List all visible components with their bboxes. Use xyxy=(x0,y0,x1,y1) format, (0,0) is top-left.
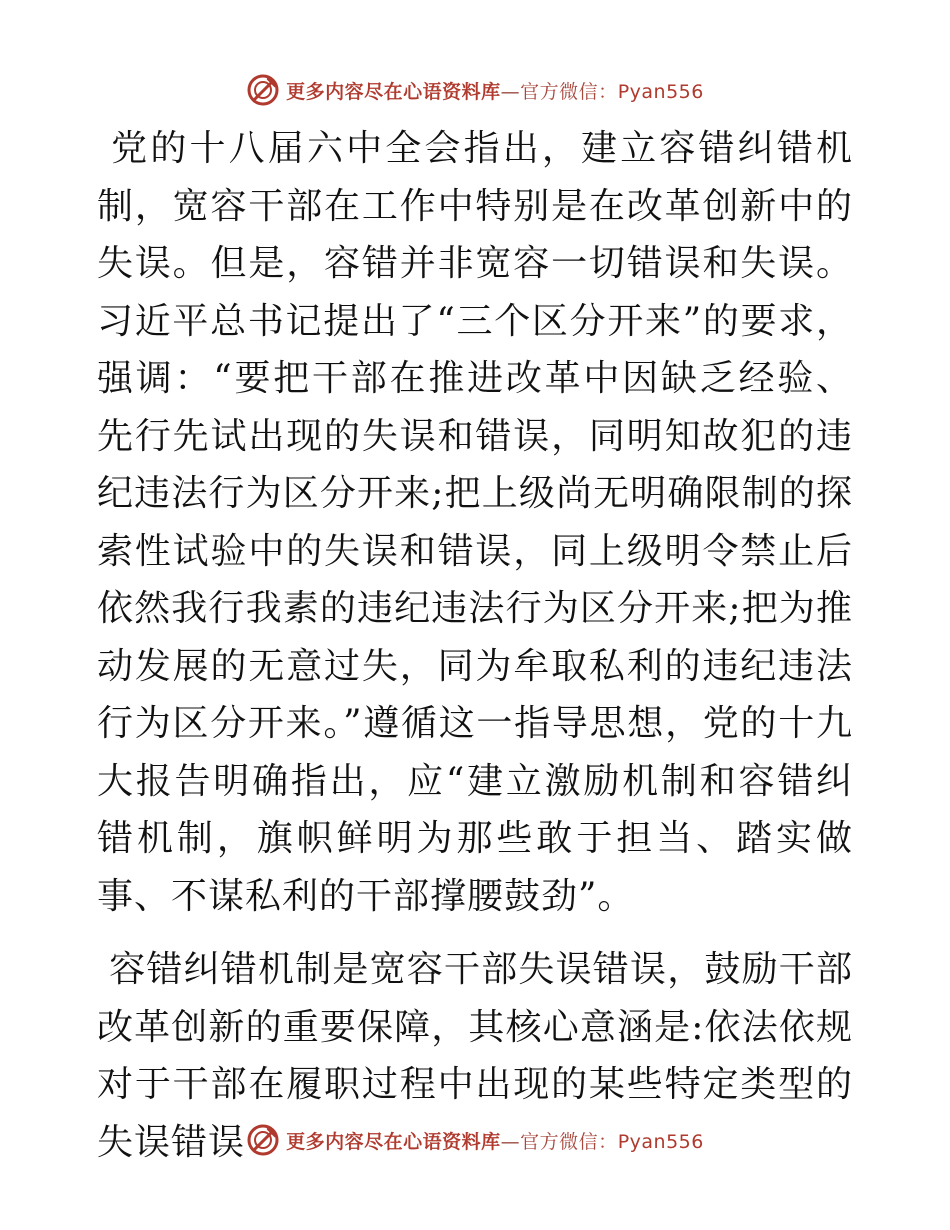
watermark-separator: — xyxy=(500,1130,521,1153)
watermark-wechat-label: 官方微信： xyxy=(520,80,618,103)
watermark-text xyxy=(286,77,704,104)
paragraph-1 xyxy=(97,120,853,925)
paragraph-2-text: 容错纠错机制是宽容干部失误错误，鼓励干部改革创新的重要保障，其核心意涵是:依法依规对于干部在履职过程中出现的某些特定类型的失误错误 xyxy=(97,949,853,1163)
watermark-text xyxy=(286,1127,704,1154)
watermark-wechat-id: Pyan556 xyxy=(617,80,704,103)
document-body xyxy=(97,120,853,1171)
watermark-separator: — xyxy=(500,80,521,103)
watermark-wechat-id: Pyan556 xyxy=(617,1130,704,1153)
watermark-brand: 更多内容尽在心语资料库 xyxy=(286,80,501,103)
watermark-brand: 更多内容尽在心语资料库 xyxy=(286,1130,501,1153)
seal-logo-icon xyxy=(246,73,280,107)
header-watermark xyxy=(0,70,950,110)
seal-logo-icon xyxy=(246,1123,280,1157)
paragraph-1-text: 党的十八届六中全会指出，建立容错纠错机制，宽容干部在工作中特别是在改革创新中的失误。但是，容错并非宽容一切错误和失误。习近平总书记提出了“三个区分开来”的要求，强调：“要把干部在推进改革中因缺乏经验、先行先试出现的失误和错误，同明知故犯的违纪违法行为区分开来;把上级尚无明确限制的探索性试验中的失误和错误，同上级明令禁止后依然我行我素的违纪违法行为区分开来;把为推动发展的无意过失，同为牟取私利的违纪违法行为区分开来。”遵循这一指导思想，党的十九大报告明确指出，应“建立激励机制和容错纠错机制，旗帜鲜明为那些敢于担当、踏实做事、不谋私利的干部撑腰鼓劲”。 xyxy=(97,128,853,917)
footer-watermark xyxy=(0,1120,950,1160)
watermark-wechat-label: 官方微信： xyxy=(520,1130,618,1153)
